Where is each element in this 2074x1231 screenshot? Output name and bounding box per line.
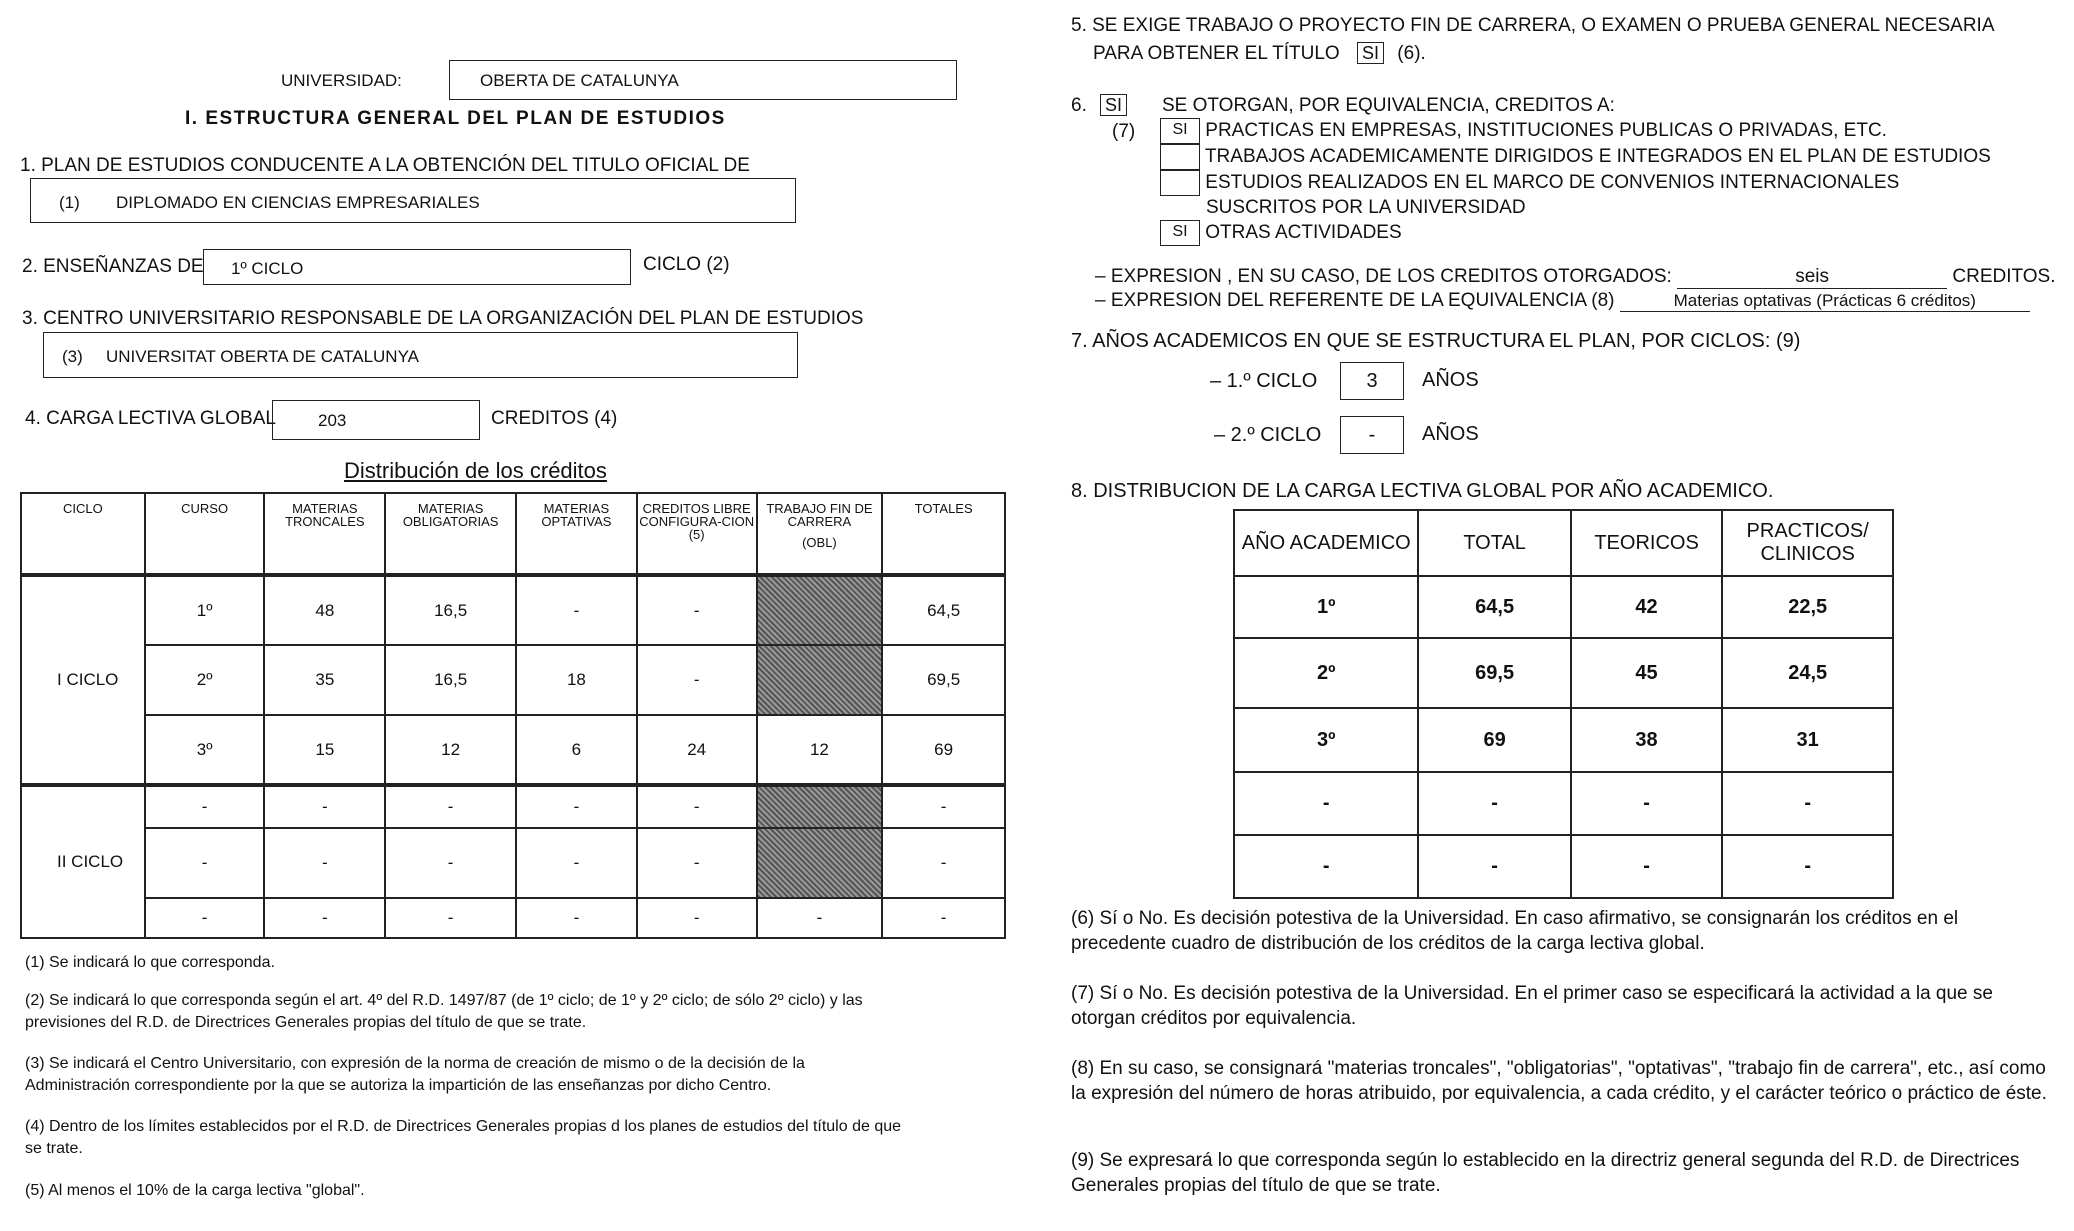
table-cell: -: [637, 898, 757, 938]
footnote-5: (5) Al menos el 10% de la carga lectiva "global".: [25, 1182, 365, 1199]
item4-suffix: CREDITOS (4): [491, 408, 618, 429]
expr2-label: – EXPRESION DEL REFERENTE DE LA EQUIVALENCIA (8): [1095, 290, 1615, 311]
item7-c1-label: – 1.º CICLO: [1210, 370, 1318, 392]
option-label: TRABAJOS ACADEMICAMENTE DIRIGIDOS E INTEGRADOS EN EL PLAN DE ESTUDIOS: [1204, 146, 1991, 168]
footnote-8: (8) En su caso, se consignará "materias troncales", "obligatorias", "optativas", "trabajo fin de carrera", etc., así como la expresión del número de horas atribuido, por equivalencia, a cada crédito, y el carácter teórico o práctico de éste.: [1071, 1058, 2047, 1104]
item5-ref: (6).: [1397, 43, 1426, 64]
dist-header-totales: TOTALES: [882, 493, 1005, 575]
table-cell: 24,5: [1722, 638, 1893, 708]
table-row: [1234, 772, 1893, 835]
table-cell: 22,5: [1722, 576, 1893, 638]
item6-num: 6.: [1071, 95, 1087, 116]
item5-text-a: 5. SE EXIGE TRABAJO O PROYECTO FIN DE CARRERA, O EXAMEN O PRUEBA GENERAL NECESARIA: [1071, 15, 1995, 36]
table-cell: 6: [516, 715, 637, 785]
table-cell: -: [516, 828, 637, 898]
list-item: [1160, 118, 1991, 144]
table-cell: -: [145, 785, 265, 828]
table-cell: -: [385, 828, 516, 898]
item2-suffix: CICLO (2): [643, 254, 730, 275]
item6-expr1: [1095, 266, 2056, 289]
item7-c2-value: -: [1340, 416, 1404, 454]
table-cell: -: [516, 785, 637, 828]
footnote-4: (4) Dentro de los límites establecidos por el R.D. de Directrices Generales propias d los planes de estudios del título de que se trate.: [25, 1118, 902, 1157]
table-cell: -: [264, 828, 385, 898]
table-row: [21, 575, 1005, 645]
dist-title: Distribución de los créditos: [344, 458, 607, 483]
item6-si-box: SI: [1100, 94, 1127, 116]
option-label: OTRAS ACTIVIDADES: [1205, 222, 1402, 244]
list-item: [1160, 170, 1991, 196]
table-cell: -: [1418, 772, 1570, 835]
expr1-label: – EXPRESION , EN SU CASO, DE LOS CREDITOS OTORGADOS:: [1095, 266, 1672, 287]
shaded-cell: [757, 575, 883, 645]
footnote-2: (2) Se indicará lo que corresponda según el art. 4º del R.D. 1497/87 (de 1º ciclo; de 1º y 2º ciclo; de sólo 2º ciclo) y las previsiones del R.D. de Directrices Generales propias del título de que se trate.: [25, 992, 863, 1031]
shaded-cell: [757, 828, 883, 898]
footnote-6: (6) Sí o No. Es decisión potestiva de la Universidad. En caso afirmativo, se consignarán los créditos en el precedente cuadro de distribución de los créditos de la carga lectiva global.: [1071, 908, 1959, 954]
item3-field: [43, 332, 798, 378]
item1-label: 1. PLAN DE ESTUDIOS CONDUCENTE A LA OBTENCIÓN DEL TITULO OFICIAL DE: [20, 155, 750, 176]
item6-expr2: [1095, 290, 2030, 312]
item1-ref: (1): [59, 193, 80, 212]
list-item: [1160, 196, 1991, 220]
table-row: [21, 645, 1005, 715]
table-row: [21, 785, 1005, 828]
table-cell: 18: [516, 645, 637, 715]
checkbox-si: SI: [1160, 220, 1200, 246]
checkbox-empty: [1160, 170, 1200, 196]
item3-value: UNIVERSITAT OBERTA DE CATALUNYA: [106, 347, 419, 366]
dist-ciclo-cell: I CICLO: [21, 575, 145, 785]
table-cell: -: [1571, 772, 1723, 835]
table-cell: 2º: [1234, 638, 1418, 708]
item7-c2-suffix: AÑOS: [1422, 423, 1479, 445]
table-cell: 69: [882, 715, 1005, 785]
universidad-value: OBERTA DE CATALUNYA: [480, 71, 679, 90]
table-cell: -: [1722, 772, 1893, 835]
item5-line-b: [1093, 42, 1426, 65]
table-row: [1234, 638, 1893, 708]
shaded-cell: [757, 645, 883, 715]
table-cell: -: [145, 898, 265, 938]
table-cell: -: [385, 898, 516, 938]
carga-header-practicos: PRACTICOS/ CLINICOS: [1722, 510, 1893, 576]
table-cell: -: [1234, 835, 1418, 898]
table-cell: -: [385, 785, 516, 828]
item8-label: 8. DISTRIBUCION DE LA CARGA LECTIVA GLOBAL POR AÑO ACADEMICO.: [1071, 480, 1774, 502]
table-cell: 1º: [1234, 576, 1418, 638]
item3-label: 3. CENTRO UNIVERSITARIO RESPONSABLE DE LA ORGANIZACIÓN DEL PLAN DE ESTUDIOS: [22, 308, 864, 329]
carga-table: [1233, 509, 1894, 899]
table-row: [21, 715, 1005, 785]
dist-header-obligatorias: MATERIAS OBLIGATORIAS: [385, 493, 516, 575]
item7-label: 7. AÑOS ACADEMICOS EN QUE SE ESTRUCTURA EL PLAN, POR CICLOS: (9): [1071, 330, 1801, 352]
carga-header-total: TOTAL: [1418, 510, 1570, 576]
footnote-1: (1) Se indicará lo que corresponda.: [25, 954, 275, 971]
table-cell: -: [637, 645, 757, 715]
dist-header-obl: (OBL): [802, 535, 837, 550]
item1-value: DIPLOMADO EN CIENCIAS EMPRESARIALES: [116, 193, 480, 212]
table-cell: -: [637, 828, 757, 898]
table-cell: 69,5: [1418, 638, 1570, 708]
table-row: [1234, 576, 1893, 638]
table-cell: 3º: [145, 715, 265, 785]
carga-header-ano: AÑO ACADEMICO: [1234, 510, 1418, 576]
option-label: SUSCRITOS POR LA UNIVERSIDAD: [1206, 197, 1526, 218]
table-cell: -: [264, 898, 385, 938]
dist-ciclo-cell: II CICLO: [21, 785, 145, 938]
table-cell: 16,5: [385, 575, 516, 645]
universidad-label: UNIVERSIDAD:: [281, 71, 402, 90]
dist-header-row: [21, 493, 1005, 575]
table-cell: 64,5: [1418, 576, 1570, 638]
dist-header-trabajo-fin-label: TRABAJO FIN DE CARRERA: [766, 501, 873, 529]
table-cell: 12: [385, 715, 516, 785]
table-cell: 1º: [145, 575, 265, 645]
item7-c1-suffix: AÑOS: [1422, 369, 1479, 391]
table-cell: -: [516, 898, 637, 938]
footnote-7: (7) Sí o No. Es decisión potestiva de la Universidad. En el primer caso se especificará la actividad a la que se otorgan créditos por equivalencia.: [1071, 983, 1993, 1029]
table-cell: 24: [637, 715, 757, 785]
checkbox-si: SI: [1160, 118, 1200, 144]
item4-value: 203: [318, 411, 347, 430]
list-item: [1160, 220, 1991, 246]
item2-label: 2. ENSEÑANZAS DE: [22, 256, 204, 277]
carga-header-teoricos: TEORICOS: [1571, 510, 1723, 576]
option-label: ESTUDIOS REALIZADOS EN EL MARCO DE CONVENIOS INTERNACIONALES: [1205, 172, 1900, 194]
item2-field: [203, 249, 631, 285]
table-row: [21, 828, 1005, 898]
table-cell: 45: [1571, 638, 1723, 708]
item2-value: 1º CICLO: [231, 259, 304, 278]
item4-label: 4. CARGA LECTIVA GLOBAL: [25, 408, 276, 429]
table-cell: -: [1722, 835, 1893, 898]
dist-header-troncales: MATERIAS TRONCALES: [264, 493, 385, 575]
footnote-9: (9) Se expresará lo que corresponda según lo establecido en la directriz general segunda del R.D. de Directrices Generales propias del título de que se trate.: [1071, 1150, 2020, 1196]
table-row: [1234, 835, 1893, 898]
item5-si-box: SI: [1357, 42, 1384, 64]
shaded-cell: [757, 785, 883, 828]
table-cell: 42: [1571, 576, 1723, 638]
table-cell: -: [1418, 835, 1570, 898]
table-cell: -: [882, 898, 1005, 938]
table-row: [21, 898, 1005, 938]
table-cell: 64,5: [882, 575, 1005, 645]
expr1-value: seis: [1677, 266, 1947, 289]
footnote-3: (3) Se indicará el Centro Universitario, con expresión de la norma de creación de mismo o de la decisión de la Administración correspondiente por la que se autoriza la impartición de las enseñanzas por dicho Centro.: [25, 1055, 805, 1094]
table-cell: -: [757, 898, 883, 938]
item7-c1-value: 3: [1340, 362, 1404, 400]
expr2-value: Materias optativas (Prácticas 6 créditos): [1620, 291, 2030, 312]
section-title: I. ESTRUCTURA GENERAL DEL PLAN DE ESTUDIOS: [185, 108, 726, 129]
table-cell: -: [516, 575, 637, 645]
table-cell: 12: [757, 715, 883, 785]
table-cell: 38: [1571, 708, 1723, 772]
dist-header-curso: CURSO: [145, 493, 265, 575]
distribution-table: [20, 492, 1006, 939]
table-cell: 31: [1722, 708, 1893, 772]
item1-field: [30, 178, 796, 223]
checkbox-empty: [1160, 144, 1200, 170]
expr1-suffix: CREDITOS.: [1952, 266, 2056, 287]
table-cell: -: [882, 828, 1005, 898]
dist-header-optativas: MATERIAS OPTATIVAS: [516, 493, 637, 575]
table-row: [1234, 708, 1893, 772]
item6-ref: (7): [1112, 121, 1136, 142]
table-cell: 35: [264, 645, 385, 715]
table-cell: -: [1571, 835, 1723, 898]
table-cell: -: [637, 575, 757, 645]
carga-header-row: [1234, 510, 1893, 576]
dist-header-ciclo: CICLO: [21, 493, 145, 575]
table-cell: -: [882, 785, 1005, 828]
table-cell: 3º: [1234, 708, 1418, 772]
table-cell: 16,5: [385, 645, 516, 715]
table-cell: 69: [1418, 708, 1570, 772]
item3-ref: (3): [62, 347, 83, 366]
table-cell: -: [264, 785, 385, 828]
table-cell: 2º: [145, 645, 265, 715]
table-cell: -: [145, 828, 265, 898]
dist-header-libre-configuracion: CREDITOS LIBRE CONFIGURA-CION (5): [637, 493, 757, 575]
list-item: [1160, 144, 1991, 170]
table-cell: 48: [264, 575, 385, 645]
table-cell: -: [637, 785, 757, 828]
item6-options: [1160, 118, 1991, 246]
item5-text-b: PARA OBTENER EL TÍTULO: [1093, 43, 1340, 64]
table-cell: 69,5: [882, 645, 1005, 715]
dist-header-trabajo-fin: [757, 493, 883, 575]
item7-c2-label: – 2.º CICLO: [1214, 424, 1322, 446]
table-cell: -: [1234, 772, 1418, 835]
universidad-field: [449, 60, 957, 100]
table-cell: 15: [264, 715, 385, 785]
option-label: PRACTICAS EN EMPRESAS, INSTITUCIONES PUBLICAS O PRIVADAS, ETC.: [1205, 120, 1887, 142]
item6-label: SE OTORGAN, POR EQUIVALENCIA, CREDITOS A:: [1162, 95, 1615, 116]
item4-field: [272, 400, 480, 440]
